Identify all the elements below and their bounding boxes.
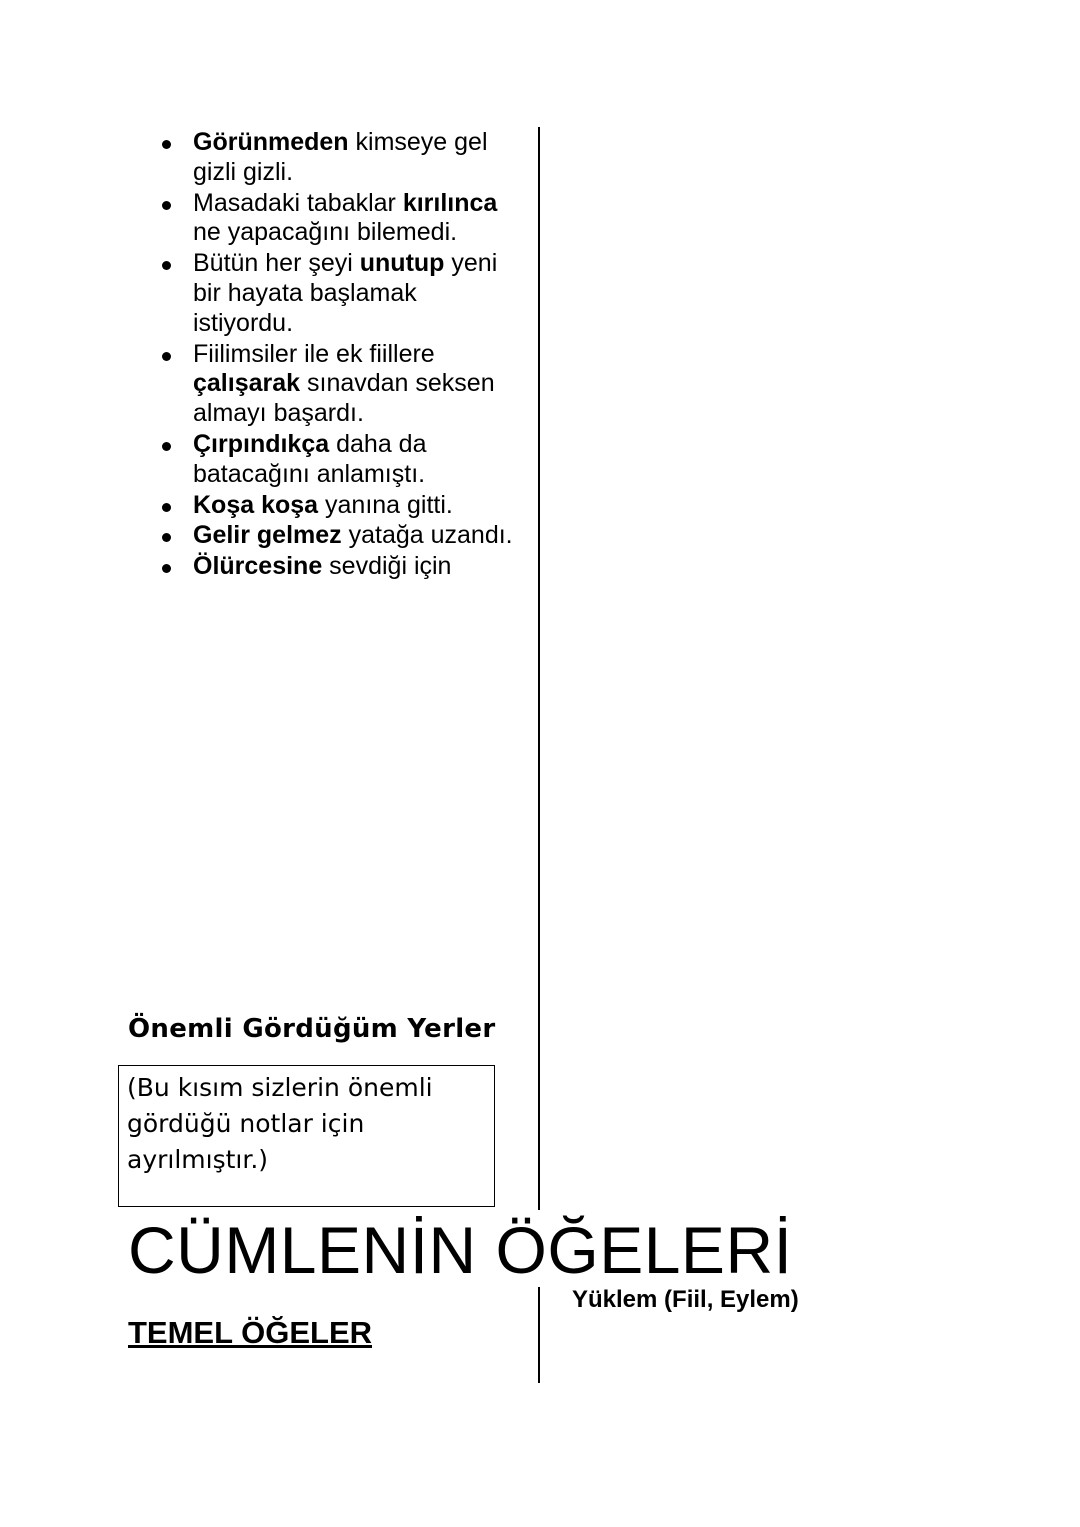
bullet-icon [162, 201, 171, 210]
bullet-icon [162, 564, 171, 573]
bullet-icon [162, 503, 171, 512]
list-item: Gelir gelmez yatağa uzandı. [150, 521, 520, 551]
list-item: Fiilimsiler ile ek fiillere çalışarak sınavdan seksen almayı başardı. [150, 340, 520, 429]
list-item: Ölürcesine sevdiği için [150, 552, 520, 582]
bullet-icon [162, 533, 171, 542]
list-item: Koşa koşa yanına gitti. [150, 491, 520, 521]
column-heading: Yüklem (Fiil, Eylem) [572, 1286, 799, 1313]
bullet-icon [162, 140, 171, 149]
bullet-icon [162, 352, 171, 361]
bullet-icon [162, 261, 171, 270]
bullet-icon [162, 442, 171, 451]
list-item: Görünmeden kimseye gel gizli gizli. [150, 128, 520, 188]
example-sentence-list [150, 128, 520, 583]
list-item: Bütün her şeyi unutup yeni bir hayata başlamak istiyordu. [150, 249, 520, 338]
notes-box-text: (Bu kısım sizlerin önemli gördüğü notlar için ayrılmıştır.) [127, 1073, 433, 1174]
list-item: Çırpındıkça daha da batacağını anlamıştı. [150, 430, 520, 490]
page-title: CÜMLENİN ÖĞELERİ [128, 1213, 793, 1287]
notes-box [118, 1065, 495, 1207]
column-divider [538, 127, 540, 1210]
section-title: TEMEL ÖĞELER [128, 1315, 373, 1350]
column-divider [538, 1287, 540, 1383]
notes-title: Önemli Gördüğüm Yerler [128, 1014, 496, 1044]
list-item: Masadaki tabaklar kırılınca ne yapacağını bilemedi. [150, 189, 520, 249]
